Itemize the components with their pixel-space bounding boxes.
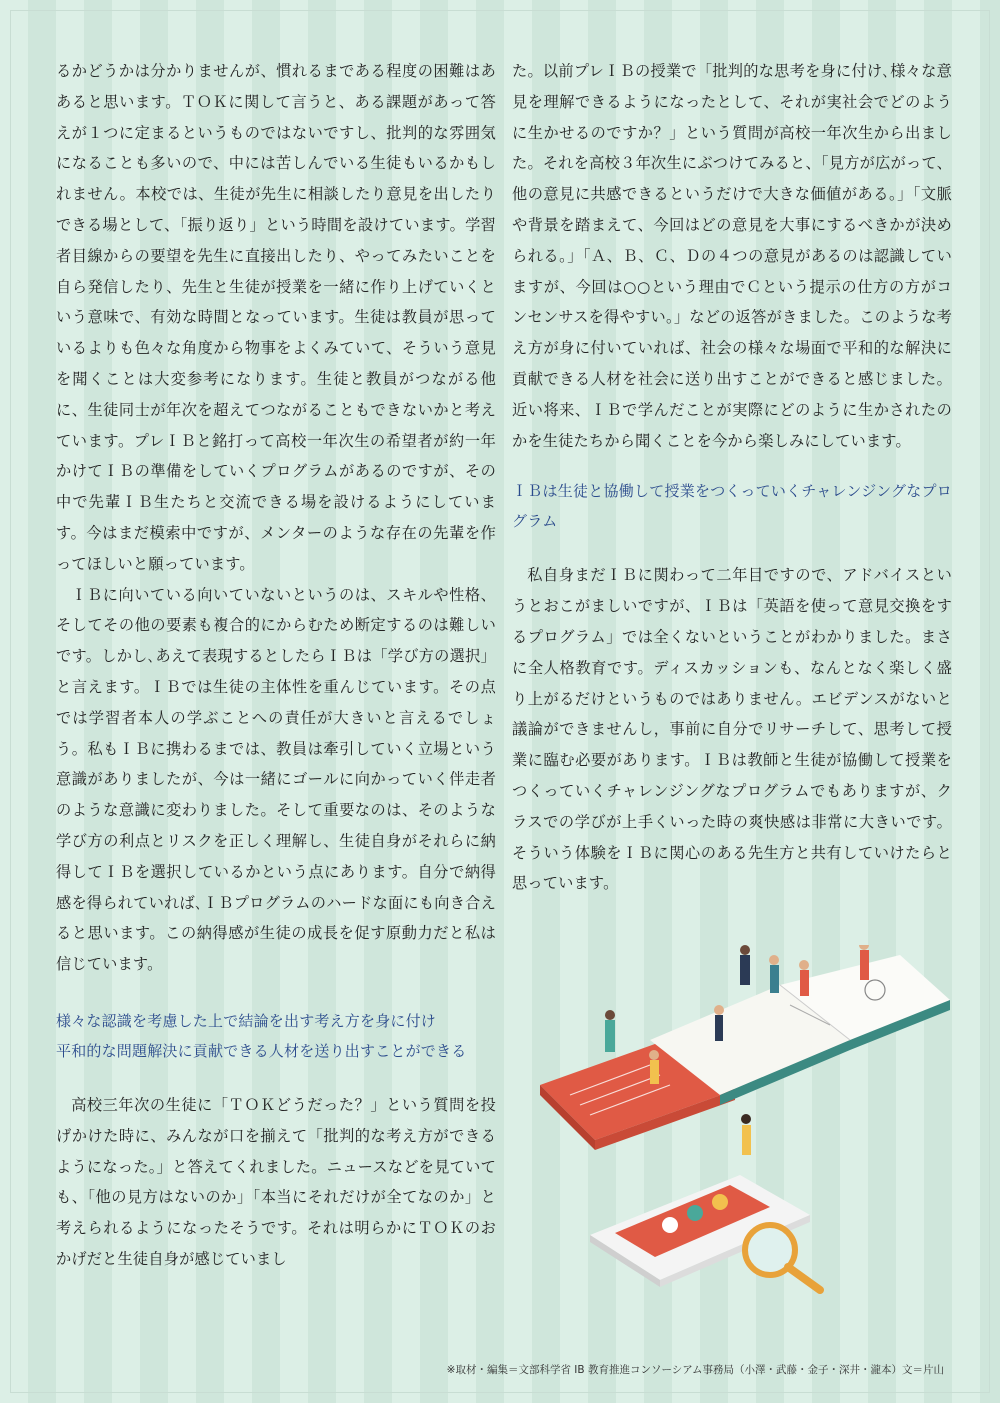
section-heading-right: ＩＢは生徒と協働して授業をつくっていくチャレンジングなプログラム: [512, 482, 952, 531]
right-paragraph-1: た。以前プレＩＢの授業で「批判的な思考を身に付け､様々な意見を理解できるようになったとして、それが実社会でどのように生かせるのですか？」という質問が高校一年次生から出ました。それを高校３年次生にぶつけてみると、「見方が広がって、他の意見に共感できるというだけで大きな価値がある。」「文脈や背景を踏まえて、今回はどの意見を大事にするべきかが決められる。」「Ａ、Ｂ、Ｃ、Ｄの４つの意見があるのは認識していますが、今回は○○という理由でＣという提示の仕方の方がコンセンサスを得やすい。」などの返答がきました。このような考え方が身に付いていれば、社会の様々な場面で平和的な解決に貢献できる人材を社会に送り出すことができると感じました。近い将来、ＩＢで学んだことが実際にどのように生かされたのかを生徒たちから聞くことを今から楽しみにしています。: [512, 62, 952, 450]
left-paragraph-2: ＩＢに向いている向いていないというのは、スキルや性格、そしてその他の要素も複合的にからむため断定するのは難しいです。しかし､あえて表現するとしたらＩＢは「学び方の選択」と言えます。ＩＢでは生徒の主体性を重んじています。その点では学習者本人の学ぶことへの責任が大きいと言えるでしょう。私もＩＢに携わるまでは、教員は牽引していく立場という意識がありましたが、今は一緒にゴールに向かっていく伴走者のような意識に変わりました。そして重要なのは、そのような学び方の利点とリスクを正しく理解し、生徒自身がそれらに納得してＩＢを選択しているかという点にあります。自分で納得感を得られていれば､ＩＢプログラムのハードな面にも向き合えると思います。この納得感が生徒の成長を促す原動力だと私は信じています。: [56, 585, 496, 974]
standing-woman-figure: [741, 1114, 751, 1155]
right-column: [512, 56, 952, 899]
left-paragraph-3: 高校三年次の生徒に「ＴＯＫどうだった？」という質問を投げかけた時に、みんなが口を揃えて「批判的な考え方ができるようになった。」と答えてくれました。ニュースなどを見ていても、「他の見方はないのか」「本当にそれだけが全てなのか」と考えられるようになったそうです。それは明らかにＴＯＫのおかげだと生徒自身が感じていまし: [56, 1095, 496, 1268]
left-paragraph-1: るかどうかは分かりませんが、慣れるまである程度の困難はああると思います。ＴＯＫに関して言うと、ある課題があって答えが１つに定まるというものではないですし、批判的な雰囲気になることも多いので、中には苦しんでいる生徒もいるかもしれません。本校では、生徒が先生に相談したり意見を出したりできる場として、「振り返り」という時間を設けています。学習者目線からの要望を先生に直接出したり、やってみたいことを自ら発信したり、先生と生徒が授業を一緒に作り上げていくという意味で、有効な時間となっています。生徒は教員が思っているよりも色々な角度から物事をよくみていて、そういう意見を聞くことは大変参考になります。生徒と教員がつながる他に、生徒同士が年次を超えてつながることもできないかと考えています。プレＩＢと銘打って高校一年次生の希望者が約一年かけてＩＢの準備をしていくプログラムがあるのですが、その中で先輩ＩＢ生たちと交流できる場を設けるようにしています。今はまだ模索中ですが、メンターのような存在の先輩を作ってほしいと願っています。: [56, 62, 496, 573]
section-heading-left: 様々な認識を考慮した上で結論を出す考え方を身に付け 平和的な問題解決に貢献できる人材を送り出すことができる: [56, 1011, 467, 1060]
magnifying-glass-icon: [745, 1225, 820, 1290]
education-illustration: [530, 945, 960, 1305]
right-paragraph-2: 私自身まだＩＢに関わって二年目ですので、アドバイスというとおこがましいですが、ＩＢは「英語を使って意見交換をするプログラム」では全くないということがわかりました。まさに全人格教育です。ディスカッションも、なんとなく楽しく盛り上がるだけというものではありません。エビデンスがないと議論ができませんし，事前に自分でリサーチして、思考して授業に臨む必要があります。ＩＢは教師と生徒が協働して授業をつくっていくチャレンジングなプログラムでもありますが、クラスでの学びが上手くいった時の爽快感は非常に大きいです。そういう体験をＩＢに関心のある先生方と共有していけたらと思っています。: [512, 566, 952, 893]
credits-footer: ※取材・編集＝文部科学省 IB 教育推進コンソーシアム事務局（小澤・武藤・金子・深井・瀧本）文＝片山: [446, 1364, 944, 1376]
left-column: [56, 56, 496, 1275]
